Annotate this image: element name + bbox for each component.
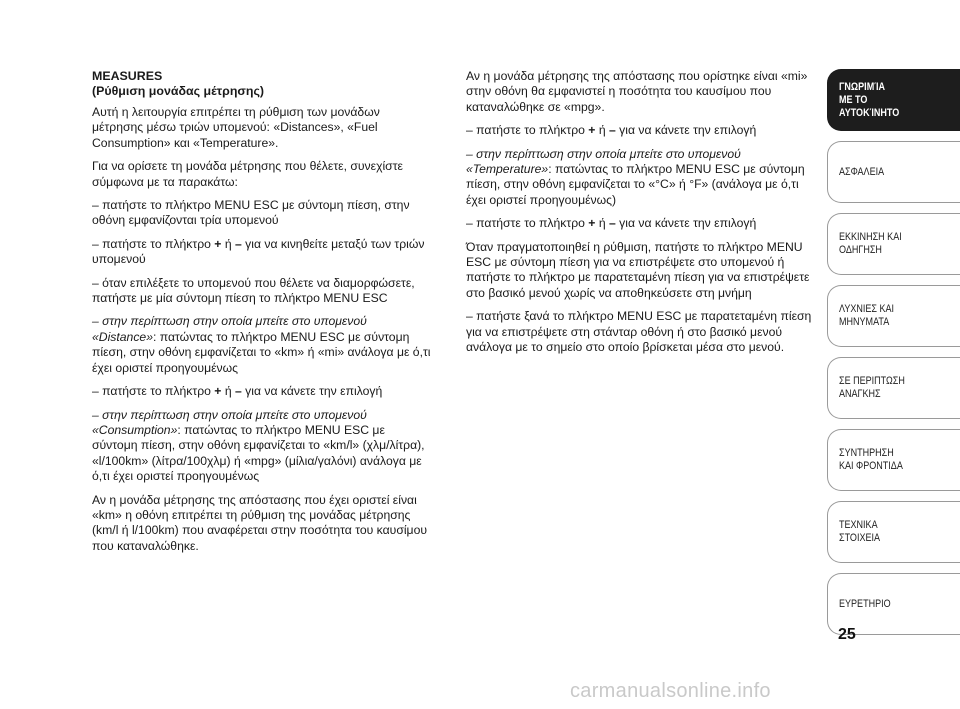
- tab-index[interactable]: ΕΥΡΕΤΗΡΙΟ: [827, 573, 960, 635]
- paragraph: Αυτή η λειτουργία επιτρέπει τη ρύθμιση των μονάδων μέτρησης μέσω τριών υπομενού: «Distances», «Fuel Consumption» και «Temperature».: [92, 105, 380, 150]
- paragraph: Όταν πραγματοποιηθεί η ρύθμιση, πατήστε το πλήκτρο MENU ESC με σύντομη πίεση για να επιστρέψετε στο υπομενού ή πατήστε το πλήκτρο με παρατεταμένη πίεση για να επιστρέψετε στο βασικό μενού χωρίς να αποθηκεύσετε στη μνήμη: [466, 239, 810, 300]
- plus-key: +: [214, 236, 222, 251]
- tab-emergency[interactable]: ΣΕ ΠΕΡΙΠΤΩΣΗ ΑΝΑΓΚΗΣ: [827, 357, 960, 419]
- paragraph: – πατήστε το πλήκτρο + ή – για να κάνετε την επιλογή: [466, 123, 757, 138]
- paragraph: Αν η μονάδα μέτρησης της απόστασης που έχει οριστεί είναι «km» η οθόνη επιτρέπει τη ρύθμιση της μονάδας μέτρησης (km/l ή l/100km) που αναφέρεται στην ποσότητα του καυσίμου που καταναλώθηκε.: [92, 492, 428, 553]
- minus-key: –: [608, 216, 616, 231]
- section-title-line1: MEASURES: [92, 69, 163, 83]
- chapter-tabs: [827, 69, 960, 645]
- paragraph: – πατήστε το πλήκτρο + ή – για να κινηθείτε μεταξύ των τριών υπομενού: [92, 236, 425, 267]
- section-title: [92, 69, 432, 99]
- tab-starting-driving[interactable]: ΕΚΚΙΝΗΣΗ ΚΑΙ ΟΔΗΓΗΣΗ: [827, 213, 960, 275]
- minus-key: –: [234, 236, 242, 251]
- page-number: 25: [838, 626, 856, 643]
- paragraph: – πατήστε το πλήκτρο + ή – για να κάνετε την επιλογή: [92, 384, 383, 399]
- plus-key: +: [214, 384, 222, 399]
- paragraph: – πατήστε ξανά το πλήκτρο MENU ESC με παρατεταμένη πίεση για να επιστρέψετε στη στάνταρ οθόνη ή στο βασικό μενού ανάλογα με το σημείο στο οποίο βρίσκεται μέσα στο μενού.: [466, 309, 812, 355]
- tab-technical-data[interactable]: ΤΕΧΝΙΚΑ ΣΤΟΙΧΕΙΑ: [827, 501, 960, 563]
- paragraph: – όταν επιλέξετε το υπομενού που θέλετε να διαμορφώσετε, πατήστε με μία σύντομη πίεση το πλήκτρο MENU ESC: [92, 275, 415, 306]
- paragraph: Αν η μονάδα μέτρησης της απόστασης που ορίστηκε είναι «mi» στην οθόνη θα εμφανιστεί η ποσότητα του καυσίμου που καταναλώθηκε σε «mpg».: [466, 69, 808, 114]
- right-column: [466, 69, 814, 364]
- minus-key: –: [234, 384, 242, 399]
- paragraph: – πατήστε το πλήκτρο MENU ESC με σύντομη πίεση, στην οθόνη εμφανίζονται τρία υπομενού: [92, 198, 410, 228]
- watermark: carmanualsonline.info: [570, 680, 771, 702]
- tab-safety[interactable]: ΑΣΦΑΛΕΙΑ: [827, 141, 960, 203]
- minus-key: –: [608, 123, 616, 138]
- section-title-line2: (Ρύθμιση μονάδας μέτρησης): [92, 84, 265, 98]
- paragraph: – στην περίπτωση στην οποία μπείτε στο υπομενού «Temperature»: πατώντας το πλήκτρο MENU ESC με σύντομη πίεση, στην οθόνη εμφανίζεται το «°C» ή °F» (ανάλογα με ό,τι έχει οριστεί προηγουμένως): [466, 146, 805, 207]
- tab-maintenance[interactable]: ΣΥΝΤΗΡΗΣΗ ΚΑΙ ΦΡΟΝΤΙΔΑ: [827, 429, 960, 491]
- paragraph: – πατήστε το πλήκτρο + ή – για να κάνετε την επιλογή: [466, 216, 757, 231]
- left-column: [92, 69, 432, 562]
- plus-key: +: [588, 216, 596, 231]
- tab-getting-to-know[interactable]: ΓΝΩΡΙΜΊΑ ΜΕ ΤΟ ΑΥΤΟΚΊΝΗΤΟ: [827, 69, 960, 131]
- paragraph: – στην περίπτωση στην οποία μπείτε στο υπομενού «Distance»: πατώντας το πλήκτρο MENU ESC με σύντομη πίεση, στην οθόνη εμφανίζεται το «km» ή «mi» ανάλογα με ό,τι έχει οριστεί προηγουμένως: [92, 314, 431, 375]
- paragraph: – στην περίπτωση στην οποία μπείτε στο υπομενού «Consumption»: πατώντας το πλήκτρο MENU ESC με σύντομη πίεση, στην οθόνη εμφανίζεται το «km/l» (χλμ/λίτρα), «l/100km» (λίτρα/100χλμ) ή «mpg» (μίλια/γαλόνι) ανάλογα με ό,τι έχει οριστεί προηγουμένως: [92, 407, 425, 484]
- plus-key: +: [588, 123, 596, 138]
- tab-warning-lights[interactable]: ΛΥΧΝΙΕΣ ΚΑΙ ΜΗΝΥΜΑΤΑ: [827, 285, 960, 347]
- paragraph: Για να ορίσετε τη μονάδα μέτρησης που θέλετε, συνεχίστε σύμφωνα με τα παρακάτω:: [92, 159, 403, 189]
